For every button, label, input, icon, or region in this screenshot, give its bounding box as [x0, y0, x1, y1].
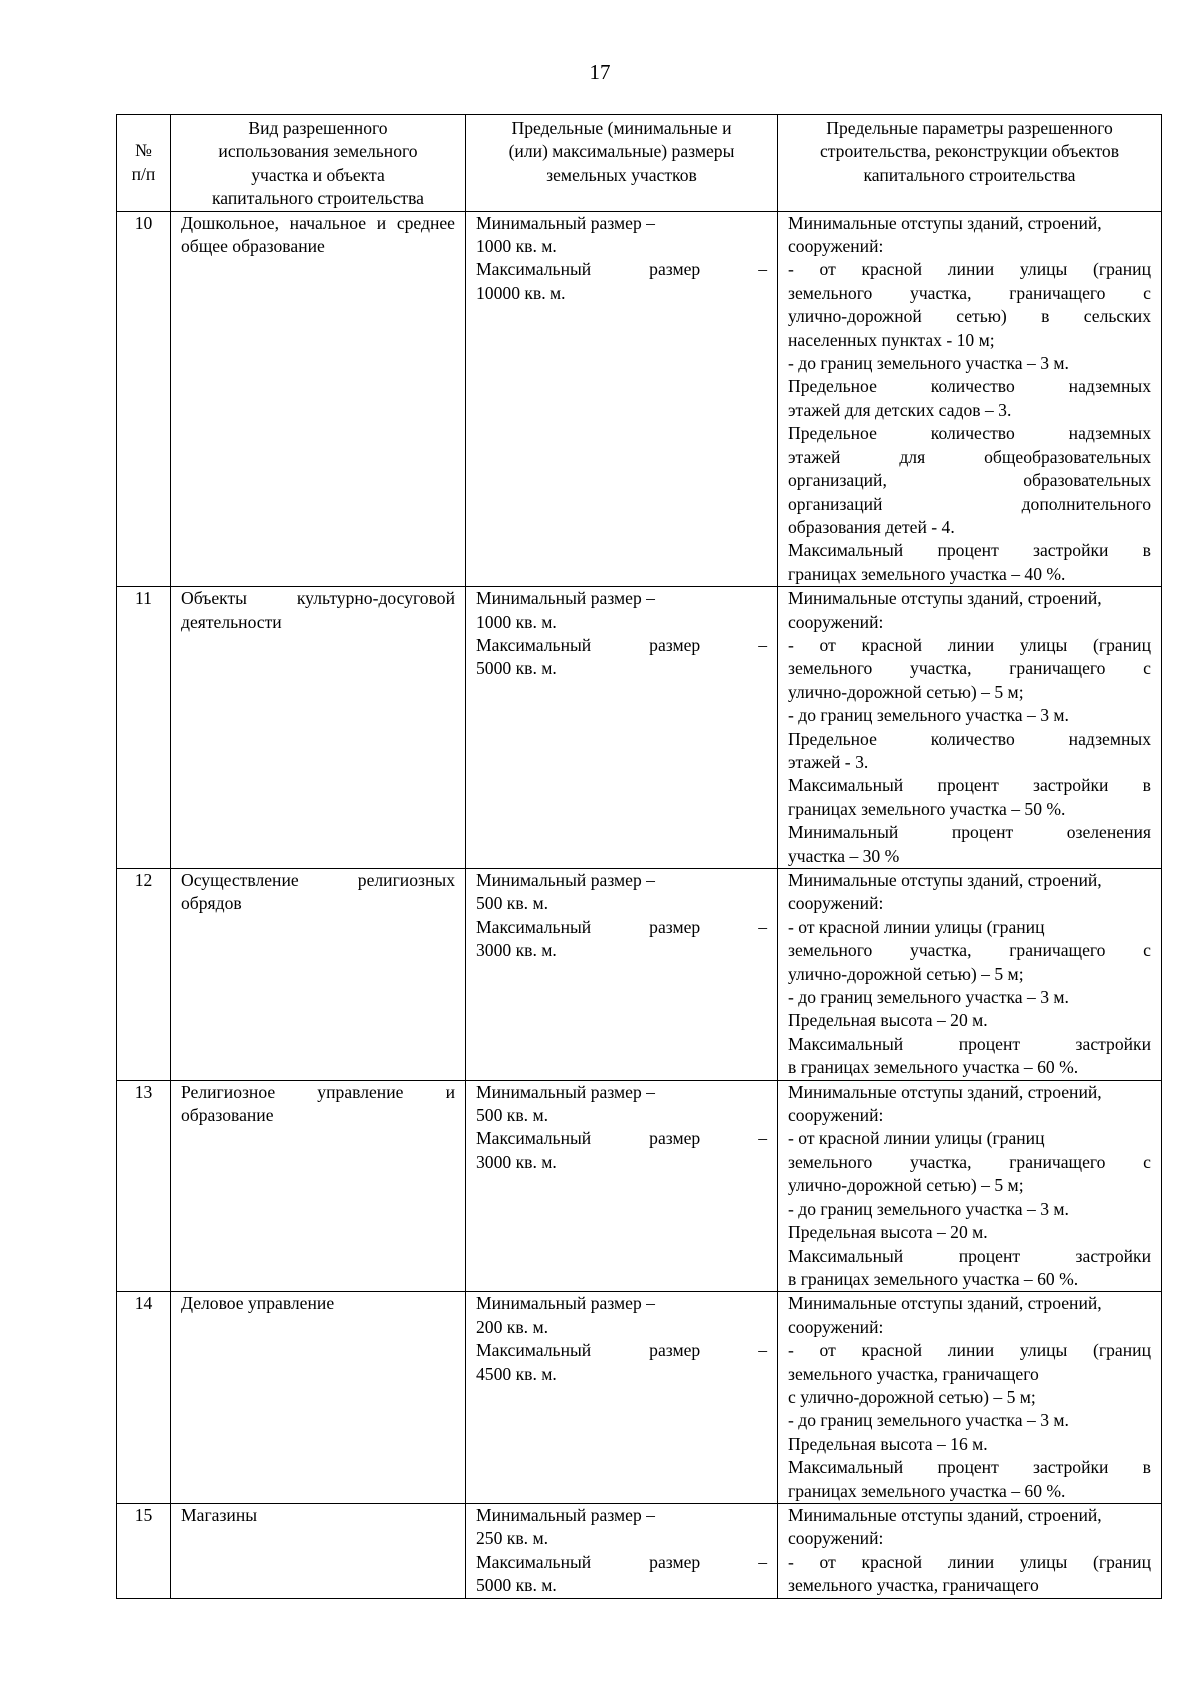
construction-parameters: [778, 587, 1162, 869]
table-row: [117, 587, 1162, 869]
construction-parameters: [778, 1292, 1162, 1504]
text-line: 3000 кв. м.: [476, 1151, 557, 1172]
header-line: №: [135, 140, 152, 161]
text-line: Минимальные отступы зданий, строений,: [788, 1293, 1102, 1314]
text-line: населенных пунктах - 10 м;: [788, 329, 995, 350]
row-number: 15: [117, 1503, 171, 1598]
text-line: в границах земельного участка – 60 %.: [788, 1268, 1079, 1289]
land-use-type: Осуществление религиозных обрядов: [171, 869, 466, 1081]
header-kind: [171, 115, 466, 212]
text-line: Максимальный размер –: [476, 1340, 767, 1361]
row-number: 14: [117, 1292, 171, 1504]
text-line: с улично-дорожной сетью) – 5 м;: [788, 1386, 1036, 1407]
header-line: участка и объекта: [251, 164, 385, 185]
text-line: 1000 кв. м.: [476, 611, 557, 632]
header-line: использования земельного: [218, 141, 418, 162]
regulations-table: [116, 114, 1162, 1599]
text-line: сооружений:: [788, 893, 884, 914]
header-line: земельных участков: [546, 164, 697, 185]
text-line: 1000 кв. м.: [476, 236, 557, 257]
text-line: - от красной линии улицы (границ: [788, 1128, 1045, 1149]
text-line: Предельное количество надземных: [788, 376, 1151, 397]
text-line: Максимальный размер –: [476, 259, 767, 280]
text-line: 5000 кв. м.: [476, 1575, 557, 1596]
text-line: земельного участка, граничащего с: [788, 658, 1151, 679]
text-line: Максимальный размер –: [476, 1551, 767, 1572]
plot-size-limits: [466, 1292, 778, 1504]
plot-size-limits: [466, 1080, 778, 1292]
text-line: Предельная высота – 16 м.: [788, 1433, 988, 1454]
text-line: этажей для детских садов – 3.: [788, 399, 1012, 420]
text-line: - от красной линии улицы (границ: [788, 1551, 1151, 1572]
header-line: Предельные параметры разрешенного: [826, 118, 1113, 138]
text-line: 250 кв. м.: [476, 1528, 548, 1549]
text-line: Максимальный размер –: [476, 1128, 767, 1149]
row-number: 10: [117, 211, 171, 587]
text-line: Минимальный процент озеленения: [788, 822, 1151, 843]
text-line: Максимальный процент застройки в: [788, 1457, 1151, 1478]
text-line: улично-дорожной сетью) – 5 м;: [788, 1175, 1024, 1196]
text-line: Предельное количество надземных: [788, 728, 1151, 749]
text-line: Максимальный процент застройки: [788, 1033, 1151, 1054]
text-line: - от красной линии улицы (границ: [788, 634, 1151, 655]
text-line: - от красной линии улицы (границ: [788, 916, 1045, 937]
table-body: [117, 211, 1162, 1598]
text-line: границах земельного участка – 60 %.: [788, 1480, 1066, 1501]
text-line: участка – 30 %: [788, 845, 900, 866]
text-line: 10000 кв. м.: [476, 282, 566, 303]
row-number: 12: [117, 869, 171, 1081]
header-num: [117, 115, 171, 212]
text-line: границах земельного участка – 40 %.: [788, 563, 1066, 584]
text-line: этажей для общеобразовательных: [788, 446, 1151, 467]
table-row: [117, 1503, 1162, 1598]
text-line: сооружений:: [788, 611, 884, 632]
table-row: [117, 211, 1162, 587]
text-line: Минимальные отступы зданий, строений,: [788, 588, 1102, 609]
header-line: капитального строительства: [212, 188, 424, 209]
text-line: Максимальный размер –: [476, 916, 767, 937]
text-line: улично-дорожной сетью) – 5 м;: [788, 681, 1024, 702]
text-line: Минимальные отступы зданий, строений,: [788, 212, 1102, 233]
text-line: - до границ земельного участка – 3 м.: [788, 1410, 1069, 1431]
text-line: - до границ земельного участка – 3 м.: [788, 353, 1069, 374]
text-line: Минимальные отступы зданий, строений,: [788, 1081, 1102, 1102]
header-params: [778, 115, 1162, 212]
text-line: Минимальный размер –: [476, 212, 655, 233]
plot-size-limits: [466, 211, 778, 587]
row-number: 11: [117, 587, 171, 869]
table-row: [117, 1080, 1162, 1292]
text-line: - от красной линии улицы (границ: [788, 259, 1151, 280]
text-line: - до границ земельного участка – 3 м.: [788, 1198, 1069, 1219]
text-line: 5000 кв. м.: [476, 658, 557, 679]
text-line: Максимальный процент застройки в: [788, 775, 1151, 796]
construction-parameters: [778, 1503, 1162, 1598]
construction-parameters: [778, 869, 1162, 1081]
table-row: [117, 1292, 1162, 1504]
text-line: земельного участка, граничащего с: [788, 1151, 1151, 1172]
construction-parameters: [778, 211, 1162, 587]
text-line: Минимальный размер –: [476, 1504, 655, 1525]
text-line: Минимальные отступы зданий, строений,: [788, 1504, 1102, 1525]
text-line: этажей - 3.: [788, 751, 869, 772]
text-line: - до границ земельного участка – 3 м.: [788, 705, 1069, 726]
text-line: Минимальный размер –: [476, 588, 655, 609]
text-line: образования детей - 4.: [788, 516, 955, 537]
text-line: Предельное количество надземных: [788, 423, 1151, 444]
land-use-type: Деловое управление: [171, 1292, 466, 1504]
text-line: - до границ земельного участка – 3 м.: [788, 987, 1069, 1008]
text-line: сооружений:: [788, 1528, 884, 1549]
text-line: земельного участка, граничащего с: [788, 940, 1151, 961]
text-line: Минимальный размер –: [476, 870, 655, 890]
text-line: земельного участка, граничащего: [788, 1363, 1039, 1384]
header-line: п/п: [131, 163, 156, 184]
text-line: 500 кв. м.: [476, 893, 548, 914]
text-line: в границах земельного участка – 60 %.: [788, 1057, 1079, 1078]
text-line: Минимальный размер –: [476, 1293, 655, 1314]
construction-parameters: [778, 1080, 1162, 1292]
text-line: - от красной линии улицы (границ: [788, 1340, 1151, 1361]
text-line: сооружений:: [788, 1316, 884, 1337]
page-number: 17: [589, 60, 611, 84]
text-line: сооружений:: [788, 1105, 884, 1126]
text-line: земельного участка, граничащего: [788, 1575, 1039, 1596]
header-line: Вид разрешенного: [248, 118, 388, 138]
land-use-type: Религиозное управление и образование: [171, 1080, 466, 1292]
header-line: (или) максимальные) размеры: [508, 141, 735, 162]
text-line: Максимальный процент застройки: [788, 1245, 1151, 1266]
row-number: 13: [117, 1080, 171, 1292]
header-line: Предельные (минимальные и: [511, 118, 732, 138]
text-line: улично-дорожной сетью) – 5 м;: [788, 963, 1024, 984]
table-row: [117, 869, 1162, 1081]
header-size: [466, 115, 778, 212]
text-line: 200 кв. м.: [476, 1316, 548, 1337]
text-line: Максимальный размер –: [476, 634, 767, 655]
header-line: строительства, реконструкции объектов: [819, 141, 1120, 162]
land-use-type: Магазины: [171, 1503, 466, 1598]
text-line: земельного участка, граничащего с: [788, 282, 1151, 303]
text-line: границах земельного участка – 50 %.: [788, 798, 1066, 819]
text-line: Предельная высота – 20 м.: [788, 1010, 988, 1031]
land-use-type: Объекты культурно-досуговой деятельности: [171, 587, 466, 869]
text-line: 3000 кв. м.: [476, 940, 557, 961]
land-use-type: Дошкольное, начальное и среднее общее образование: [171, 211, 466, 587]
text-line: Предельная высота – 20 м.: [788, 1222, 988, 1243]
text-line: 4500 кв. м.: [476, 1363, 557, 1384]
text-line: Минимальный размер –: [476, 1081, 655, 1102]
plot-size-limits: [466, 869, 778, 1081]
header-row: [117, 115, 1162, 212]
plot-size-limits: [466, 587, 778, 869]
text-line: организаций дополнительного: [788, 493, 1151, 514]
text-line: сооружений:: [788, 236, 884, 257]
text-line: Максимальный процент застройки в: [788, 540, 1151, 561]
text-line: улично-дорожной сетью) в сельских: [788, 306, 1151, 327]
text-line: организаций, образовательных: [788, 470, 1151, 491]
text-line: Минимальные отступы зданий, строений,: [788, 870, 1102, 890]
plot-size-limits: [466, 1503, 778, 1598]
header-line: капитального строительства: [863, 164, 1076, 185]
text-line: 500 кв. м.: [476, 1105, 548, 1126]
